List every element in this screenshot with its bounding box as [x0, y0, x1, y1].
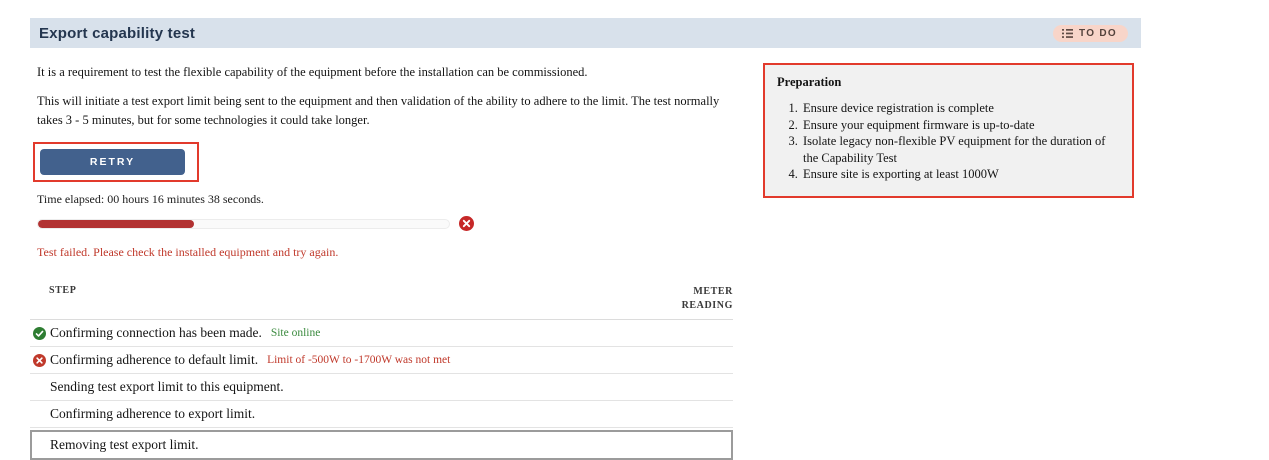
step-label: Confirming adherence to export limit.	[50, 406, 256, 422]
preparation-title: Preparation	[777, 75, 842, 89]
step-status: Site online	[270, 327, 321, 340]
panel-header	[30, 18, 1141, 48]
step-status: Limit of -500W to -1700W was not met	[267, 354, 451, 367]
failed-x-icon	[459, 216, 474, 231]
table-row	[30, 347, 733, 374]
table-row	[30, 401, 733, 428]
time-elapsed-text: Time elapsed: 00 hours 16 minutes 38 seconds.	[37, 192, 264, 207]
success-icon	[33, 327, 49, 340]
export-capability-panel	[30, 18, 1141, 460]
progress-bar-track	[37, 219, 450, 229]
column-header-step: STEP	[49, 285, 77, 297]
progress-bar-row	[37, 216, 740, 231]
column-header-meter-reading: METER READING	[681, 286, 733, 311]
page-title: Export capability test	[39, 24, 196, 42]
steps-table-header	[30, 276, 733, 320]
test-failed-message: Test failed. Please check the installed equipment and try again.	[37, 245, 339, 260]
step-label: Removing test export limit.	[50, 437, 199, 453]
preparation-item: 2. Ensure your equipment firmware is up-to-date	[801, 117, 1120, 134]
progress-bar-fill	[38, 220, 194, 228]
preparation-item: 4. Ensure site is exporting at least 1000W	[801, 166, 1120, 183]
intro-paragraph-1: It is a requirement to test the flexible capability of the equipment before the installation can be commissioned.	[37, 65, 588, 79]
preparation-column	[763, 63, 1134, 198]
step-label: Sending test export limit to this equipment.	[50, 379, 284, 395]
table-row-focused	[30, 430, 733, 460]
error-icon	[33, 354, 49, 367]
intro-paragraph-2: This will initiate a test export limit being sent to the equipment and then validation of the ability to adhere to the limit. The test normally takes 3 - 5 minutes, but for some technologies it could take longer.	[37, 93, 720, 127]
preparation-item: 3. Isolate legacy non-flexible PV equipment for the duration of the Capability Test	[801, 133, 1120, 166]
status-badge	[1053, 25, 1128, 42]
preparation-item: 1. Ensure device registration is complete	[801, 100, 1120, 117]
status-badge-label: TO DO	[1079, 27, 1117, 39]
table-row	[30, 374, 733, 401]
retry-button[interactable]: RETRY	[40, 149, 185, 175]
step-label: Confirming connection has been made.	[50, 325, 262, 341]
retry-annotation-box	[33, 142, 199, 182]
preparation-list	[777, 100, 1120, 183]
table-row	[30, 320, 733, 347]
checklist-icon	[1062, 28, 1073, 39]
preparation-box	[763, 63, 1134, 198]
step-label: Confirming adherence to default limit.	[50, 352, 259, 368]
test-main-column	[30, 63, 740, 460]
steps-table	[30, 276, 733, 460]
